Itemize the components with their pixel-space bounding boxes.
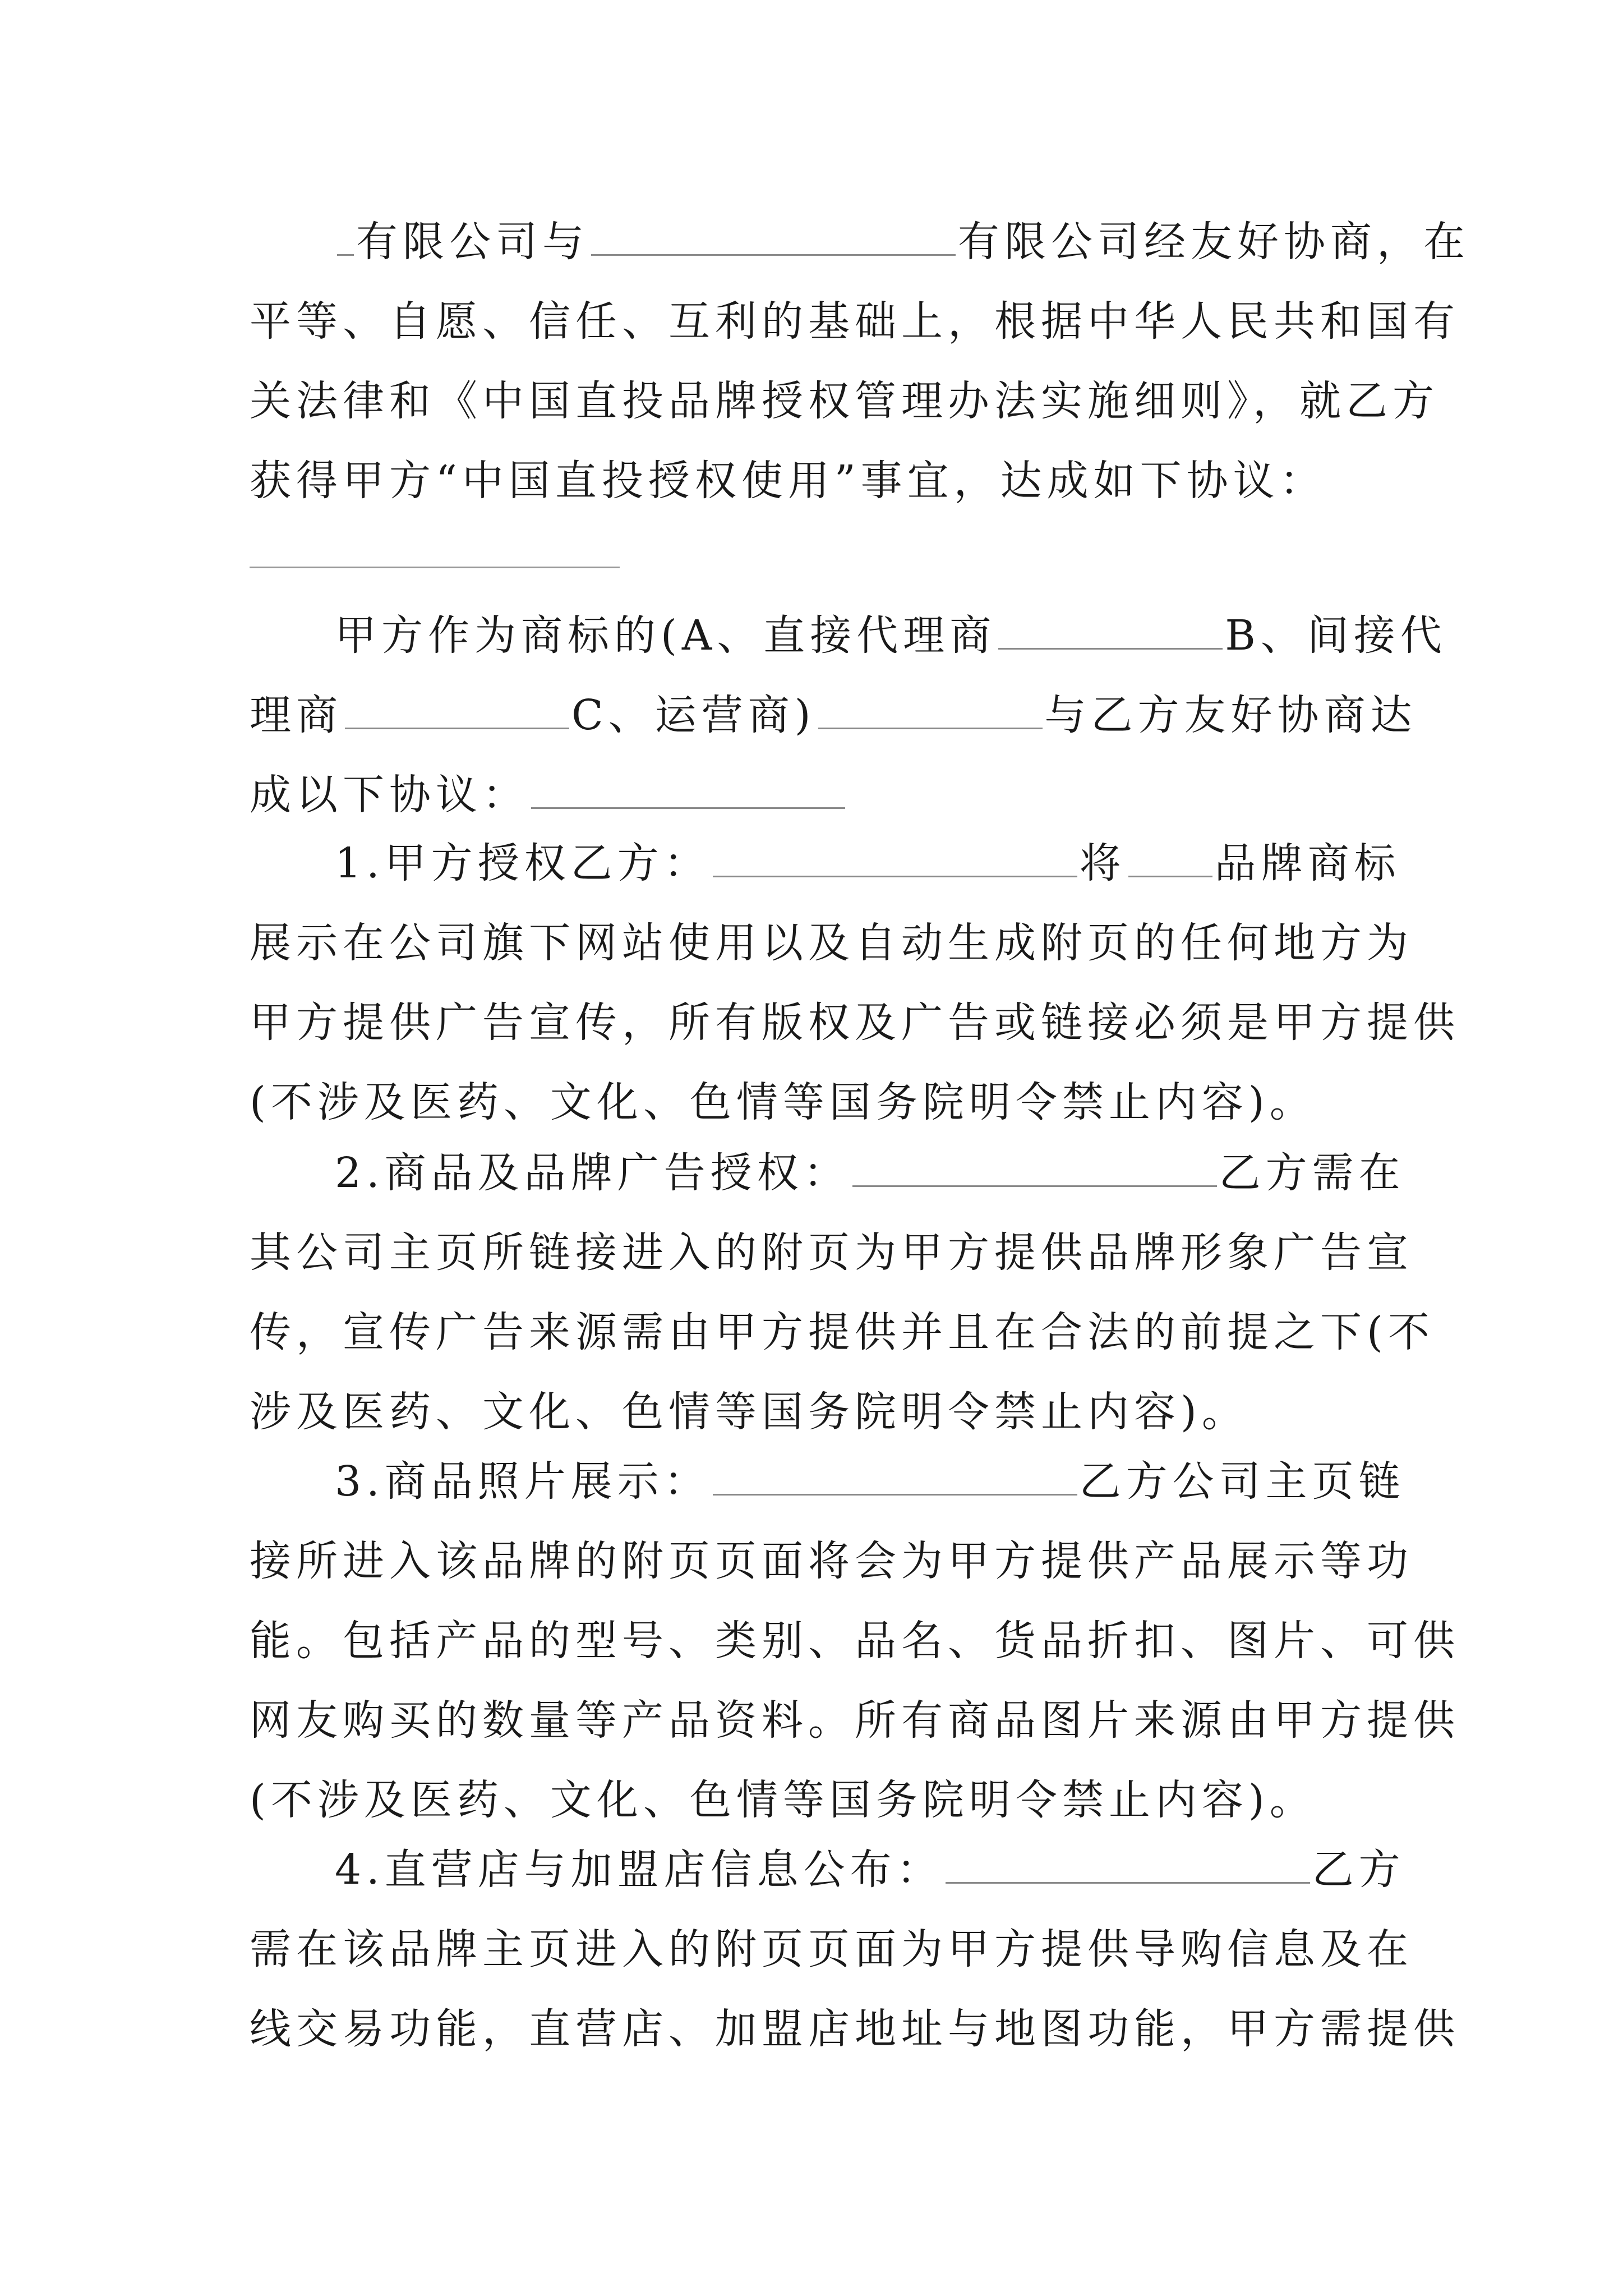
- item-4-line-2: 需在该品牌主页进入的附页页面为甲方提供导购信息及在: [250, 1925, 1413, 1973]
- blank-field[interactable]: [531, 774, 845, 809]
- agent-line-2: 理商 C、运营商) 与乙方友好协商达: [250, 691, 1417, 739]
- agent-line-1: 甲方作为商标的(A、直接代理商 B、间接代: [335, 611, 1447, 660]
- blank-field[interactable]: [713, 1460, 1077, 1496]
- item-3-line-2: 接所进入该品牌的附页页面将会为甲方提供产品展示等功: [250, 1537, 1413, 1585]
- blank-field[interactable]: [852, 1152, 1217, 1187]
- blank-field[interactable]: [591, 220, 956, 256]
- item-1-line-1: 1.甲方授权乙方： 将 品牌商标: [335, 839, 1401, 887]
- item-1-line-2: 展示在公司旗下网站使用以及自动生成附页的任何地方为: [250, 919, 1413, 967]
- item-4-paragraph: [250, 1830, 1460, 2069]
- item-1-line-4: (不涉及医药、文化、色情等国务院明令禁止内容)。: [250, 1078, 1316, 1126]
- item-2-line-2: 其公司主页所链接进入的附页为甲方提供品牌形象广告宣: [250, 1228, 1413, 1277]
- item-4-line-1: 4.直营店与加盟店信息公布： 乙方: [335, 1846, 1405, 1894]
- intro-line-3: 关法律和《中国直投品牌授权管理办法实施细则》，就乙方: [250, 377, 1439, 425]
- item-2-line-4: 涉及医药、文化、色情等国务院明令禁止内容)。: [250, 1388, 1248, 1436]
- blank-field[interactable]: [345, 694, 569, 729]
- blank-field[interactable]: [998, 614, 1223, 650]
- item-2-paragraph: [250, 1133, 1435, 1452]
- agent-paragraph: [250, 596, 1447, 835]
- blank-field[interactable]: [337, 220, 354, 256]
- agent-line-3: 成以下协议：: [250, 755, 1394, 835]
- item-3-line-1: 3.商品照片展示： 乙方公司主页链: [335, 1457, 1405, 1506]
- item-4-line-3: 线交易功能，直营店、加盟店地址与地图功能，甲方需提供: [250, 2005, 1460, 2053]
- blank-field[interactable]: [946, 1848, 1310, 1884]
- item-3-line-3: 能。包括产品的型号、类别、品名、货品折扣、图片、可供: [250, 1617, 1460, 1665]
- item-3-paragraph: [250, 1442, 1460, 1840]
- item-1-paragraph: [250, 823, 1460, 1142]
- intro-line-4: 获得甲方“中国直投授权使用”事宜，达成如下协议：: [250, 457, 1326, 505]
- item-1-line-3: 甲方提供广告宣传，所有版权及广告或链接必须是甲方提供: [250, 999, 1460, 1047]
- item-3-line-4: 网友购买的数量等产品资料。所有商品图片来源由甲方提供: [250, 1696, 1460, 1745]
- blank-field[interactable]: [713, 842, 1077, 877]
- section-divider: [250, 567, 620, 568]
- item-3-line-5: (不涉及医药、文化、色情等国务院明令禁止内容)。: [250, 1776, 1316, 1824]
- intro-line-1: 有限公司与 有限公司经友好协商，在: [250, 202, 1394, 282]
- item-2-line-1: 2.商品及品牌广告授权： 乙方需在: [335, 1149, 1405, 1197]
- item-2-line-3: 传，宣传广告来源需由甲方提供并且在合法的前提之下(不: [250, 1308, 1435, 1356]
- intro-paragraph: [250, 202, 1470, 521]
- blank-field[interactable]: [1128, 842, 1212, 877]
- blank-field[interactable]: [818, 694, 1043, 729]
- intro-line-2: 平等、自愿、信任、互利的基础上，根据中华人民共和国有: [250, 297, 1460, 346]
